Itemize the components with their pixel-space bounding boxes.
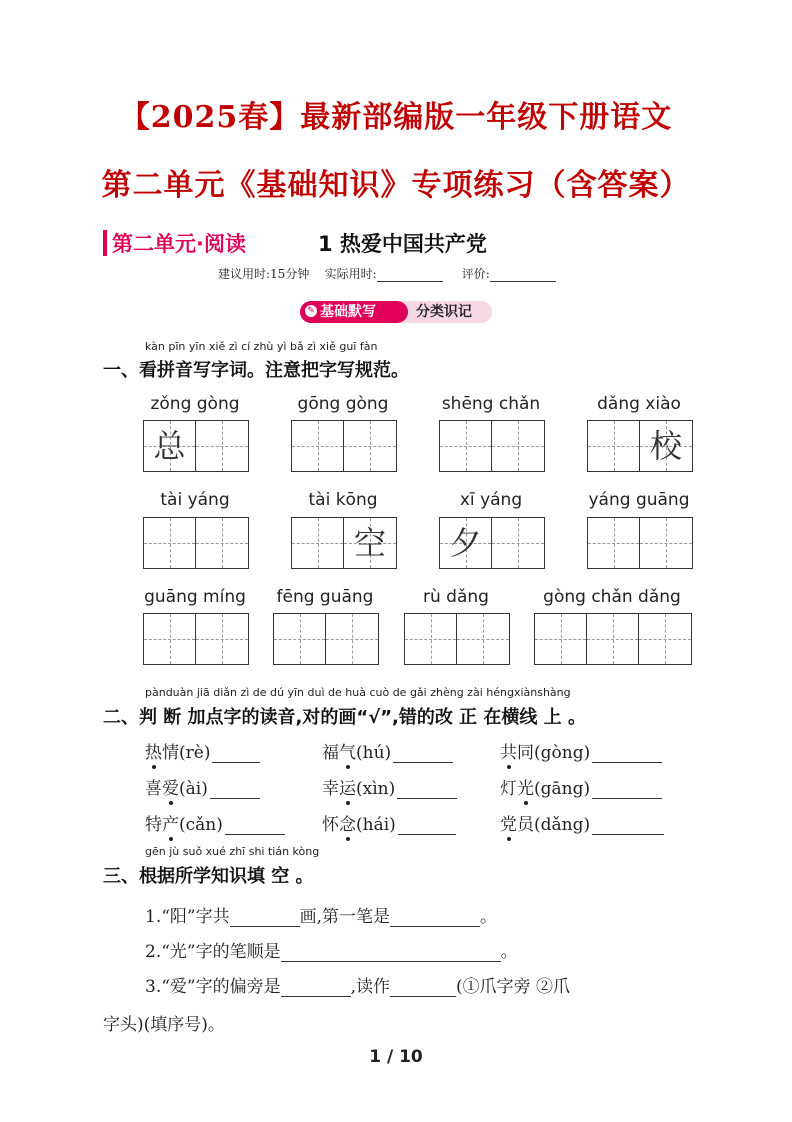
q1-blank-1[interactable] [230, 926, 300, 927]
judge-item [145, 774, 260, 799]
writing-box [143, 420, 249, 472]
judge-item [145, 738, 260, 763]
judge-char: 喜 [145, 779, 162, 799]
q3-text-b: ,读作 [350, 977, 391, 997]
writing-box [291, 517, 397, 569]
item-pinyin: zǒng gòng [150, 394, 240, 414]
judge-char: 特 [145, 815, 162, 835]
writing-box [404, 613, 510, 665]
judge-char: 产 [162, 810, 179, 835]
judge-char: 员 [517, 815, 534, 835]
item-pinyin: fēng guāng [276, 587, 374, 607]
badge-icon: ✎ [305, 305, 317, 317]
judge-item [500, 810, 664, 835]
tian-grid-cell[interactable] [588, 518, 640, 568]
document-title-line2: 第二单元《基础知识》专项练习（含答案） [101, 168, 691, 203]
q1-text-b: 画,第一笔是 [299, 907, 391, 927]
judge-pinyin: (rè) [179, 743, 211, 763]
q1-text-c: 。 [480, 907, 498, 927]
tian-grid-cell[interactable] [326, 614, 378, 664]
timing-actual-label: 实际用时: [324, 267, 377, 281]
judge-item [500, 738, 662, 763]
section1-pinyin: kàn pīn yīn xiě zì cí zhù yì bǎ zì xiě guī fàn [145, 340, 378, 353]
tian-grid-cell[interactable] [196, 518, 248, 568]
judge-char: 灯 [500, 779, 517, 799]
judge-pinyin: (xìn) [356, 779, 396, 799]
judge-char: 共 [500, 738, 517, 763]
item-pinyin: rù dǎng [423, 587, 489, 607]
timing-suggested: 建议用时:15分钟 [218, 267, 310, 281]
judge-char: 党 [500, 810, 517, 835]
item-pinyin: dǎng xiào [597, 394, 681, 414]
q2-blank[interactable] [281, 961, 501, 962]
timing-rating-blank [490, 281, 556, 282]
tian-grid-cell[interactable] [274, 614, 326, 664]
item-pinyin: shēng chǎn [441, 394, 541, 414]
tian-grid-cell[interactable] [492, 518, 544, 568]
tian-grid-cell[interactable] [640, 518, 692, 568]
judge-pinyin: (dǎng) [534, 815, 591, 835]
judge-char: 热 [145, 738, 162, 763]
tian-grid-cell[interactable] [196, 421, 248, 471]
tian-grid-cell[interactable] [639, 614, 691, 664]
timing-actual-blank [377, 281, 443, 282]
judge-char: 念 [339, 810, 356, 835]
judge-item [500, 774, 662, 799]
writing-box [587, 517, 693, 569]
page-number: 1 / 10 [369, 1047, 423, 1067]
q3-blank-2[interactable] [390, 996, 456, 997]
q3-blank-1[interactable] [281, 996, 351, 997]
judge-pinyin: (ài) [179, 779, 208, 799]
tian-grid-cell[interactable] [440, 421, 492, 471]
tian-grid-cell[interactable] [144, 421, 196, 471]
document-title-line1: 【2025春】最新部编版一年级下册语文 [119, 100, 673, 135]
question-2 [145, 937, 518, 962]
judge-item [322, 738, 453, 763]
tian-grid-cell[interactable] [640, 421, 692, 471]
judge-char: 运 [339, 774, 356, 799]
question-3-continued: 字头)(填序号)。 [103, 1015, 225, 1035]
writing-box [143, 517, 249, 569]
writing-box [534, 613, 692, 665]
judge-char: 情 [162, 743, 179, 763]
tian-grid-cell[interactable] [535, 614, 587, 664]
item-pinyin: gòng chǎn dǎng [543, 587, 681, 607]
cell-char: 空 [353, 524, 386, 562]
judge-pinyin: (gòng) [534, 743, 591, 763]
q3-text-c: (①爪字旁 ②爪 [456, 977, 571, 997]
tian-grid-cell[interactable] [292, 421, 344, 471]
answer-blank[interactable] [592, 834, 664, 835]
judge-char: 同 [517, 743, 534, 763]
answer-blank[interactable] [393, 762, 453, 763]
writing-box [439, 420, 545, 472]
tian-grid-cell[interactable] [344, 518, 396, 568]
tian-grid-cell[interactable] [196, 614, 248, 664]
judge-pinyin: (hái) [356, 815, 396, 835]
q3-text-a: 3.“爱”字的偏旁是 [145, 977, 281, 997]
item-pinyin: tài yáng [160, 490, 230, 510]
writing-box [273, 613, 379, 665]
tian-grid-cell[interactable] [588, 421, 640, 471]
judge-item [145, 810, 285, 835]
judge-char: 福 [322, 743, 339, 763]
section2-pinyin: pànduàn jiā diǎn zì de dú yīn duì de huà cuò de gǎi zhèng zài héngxiànshàng [145, 686, 571, 699]
writing-box [143, 613, 249, 665]
answer-blank[interactable] [210, 798, 260, 799]
cell-char: 总 [153, 427, 186, 465]
tian-grid-cell[interactable] [292, 518, 344, 568]
badge-left [300, 301, 408, 323]
judge-item [322, 774, 457, 799]
section-badge [300, 301, 492, 323]
tian-grid-cell[interactable] [440, 518, 492, 568]
writing-box [291, 420, 397, 472]
judge-char: 气 [339, 738, 356, 763]
lesson-title: 1 热爱中国共产党 [318, 232, 487, 256]
item-pinyin: tài kōng [308, 490, 378, 510]
tian-grid-cell[interactable] [492, 421, 544, 471]
q1-blank-2[interactable] [390, 926, 480, 927]
section3-pinyin: gēn jù suǒ xué zhī shi tián kòng [145, 845, 320, 858]
question-3 [145, 972, 570, 997]
answer-blank[interactable] [397, 798, 457, 799]
tian-grid-cell[interactable] [144, 614, 196, 664]
answer-blank[interactable] [225, 834, 285, 835]
tian-grid-cell[interactable] [344, 421, 396, 471]
item-pinyin: guāng míng [144, 587, 246, 607]
badge-left-label: 基础默写 [320, 304, 376, 320]
cell-char: 校 [649, 427, 682, 465]
answer-blank[interactable] [398, 834, 456, 835]
judge-pinyin: (gāng) [534, 779, 591, 799]
item-pinyin: xī yáng [459, 490, 523, 510]
tian-grid-cell[interactable] [587, 614, 639, 664]
judge-pinyin: (hú) [356, 743, 392, 763]
answer-blank[interactable] [592, 762, 662, 763]
judge-pinyin: (cǎn) [179, 815, 223, 835]
section3-title: 三、根据所学知识填 空 。 [103, 866, 314, 887]
answer-blank[interactable] [592, 798, 662, 799]
tian-grid-cell[interactable] [457, 614, 509, 664]
section1-title: 一、看拼音写字词。注意把字写规范。 [103, 360, 409, 381]
judge-item [322, 810, 456, 835]
section2-title: 二、判 断 加点字的读音,对的画“√”,错的改 正 在横线 上 。 [103, 707, 586, 728]
item-pinyin: gōng gòng [297, 394, 389, 414]
unit-label: 第二单元·阅读 [112, 232, 246, 256]
q1-text-a: 1.“阳”字共 [145, 907, 230, 927]
badge-right-label: 分类识记 [416, 304, 472, 320]
tian-grid-cell[interactable] [405, 614, 457, 664]
q2-text-a: 2.“光”字的笔顺是 [145, 942, 281, 962]
timing-line [218, 265, 556, 282]
timing-rating-label: 评价: [461, 267, 490, 281]
answer-blank[interactable] [212, 762, 260, 763]
tian-grid-cell[interactable] [144, 518, 196, 568]
judge-char: 光 [517, 774, 534, 799]
judge-char: 幸 [322, 779, 339, 799]
writing-box [439, 517, 545, 569]
cell-char: 夕 [449, 524, 482, 562]
judge-char: 怀 [322, 815, 339, 835]
judge-char: 爱 [162, 774, 179, 799]
item-pinyin: yáng guāng [588, 490, 690, 510]
unit-marker-bar [103, 230, 107, 256]
question-1 [145, 902, 497, 927]
q2-text-b: 。 [500, 942, 518, 962]
writing-box [587, 420, 693, 472]
